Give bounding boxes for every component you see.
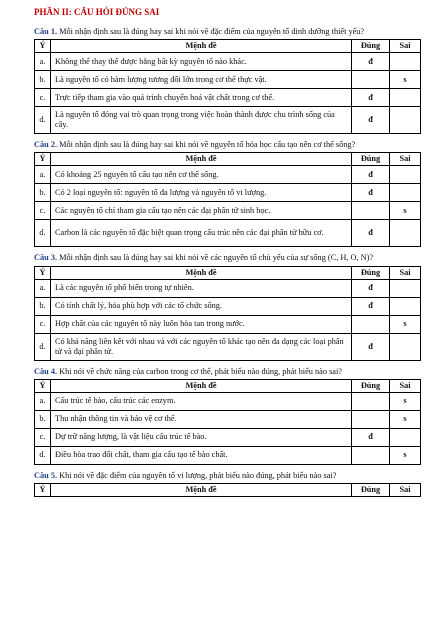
question-text [34,27,421,37]
row-letter: d. [35,333,51,360]
table-row [35,279,421,297]
header-true: Đúng [352,266,390,279]
answer-table [34,152,421,247]
header-statement: Mệnh đề [51,483,352,496]
question-text [34,253,421,263]
table-row [35,333,421,360]
header-y: Ý [35,483,51,496]
answer-true-cell [352,410,390,428]
question-number: Câu 5. [34,470,58,480]
answer-true-cell: đ [352,297,390,315]
row-letter: d. [35,446,51,464]
header-true: Đúng [352,40,390,53]
answer-true-cell [352,71,390,89]
row-letter: b. [35,410,51,428]
row-letter: a. [35,392,51,410]
answer-table [34,39,421,134]
table-header-row [35,483,421,496]
answer-false-cell [390,279,421,297]
answer-false-cell [390,220,421,247]
header-statement: Mệnh đề [51,379,352,392]
answer-true-cell [352,392,390,410]
answer-false-cell: s [390,71,421,89]
answer-true-cell: đ [352,184,390,202]
header-y: Ý [35,153,51,166]
header-y: Ý [35,266,51,279]
question-prompt: Mỗi nhận định sau là đúng hay sai khi nói về nguyên tố hóa học cấu tạo nên cơ thể sống? [59,140,356,150]
answer-false-cell: s [390,446,421,464]
question-4 [34,367,421,465]
header-true: Đúng [352,483,390,496]
header-statement: Mệnh đề [51,40,352,53]
row-statement: Là các nguyên tố phổ biến trong tự nhiên. [51,279,352,297]
question-5 [34,471,421,497]
row-letter: c. [35,315,51,333]
answer-table [34,483,421,497]
header-false: Sai [390,40,421,53]
table-row [35,297,421,315]
table-row [35,315,421,333]
table-row [35,89,421,107]
table-row [35,184,421,202]
answer-table [34,266,421,361]
row-letter: c. [35,202,51,220]
header-true: Đúng [352,153,390,166]
row-statement: Có 2 loại nguyên tố: nguyên tố đa lượng và nguyên tố vi lượng. [51,184,352,202]
question-text [34,471,421,481]
question-number: Câu 2. [34,140,58,150]
table-row [35,71,421,89]
row-letter: b. [35,184,51,202]
row-letter: b. [35,71,51,89]
question-3 [34,253,421,360]
question-1 [34,27,421,134]
header-statement: Mệnh đề [51,266,352,279]
header-false: Sai [390,483,421,496]
question-prompt: Khi nói về chức năng của carbon trong cơ thể, phát biểu nào đúng, phát biểu nào sai? [59,366,342,376]
answer-true-cell [352,446,390,464]
question-prompt: Mỗi nhận định sau là đúng hay sai khi nói về đặc điểm của nguyên tố dinh dưỡng thiết yếu? [59,26,365,36]
header-true: Đúng [352,379,390,392]
row-statement: Là nguyên tố có hàm lượng tương đối lớn trong cơ thể thực vật. [51,71,352,89]
table-row [35,107,421,134]
table-row [35,202,421,220]
row-statement: Trực tiếp tham gia vào quá trình chuyển hoá vật chất trong cơ thể. [51,89,352,107]
row-statement: Có khả năng liên kết với nhau và với các nguyên tố khác tạo nên đa dạng các loại phân tử và đại phân tử. [51,333,352,360]
row-statement: Các nguyên tố chỉ tham gia cấu tạo nên các đại phân tử sinh học. [51,202,352,220]
answer-true-cell [352,315,390,333]
question-number: Câu 1. [34,26,58,36]
answer-false-cell: s [390,202,421,220]
row-letter: d. [35,107,51,134]
row-letter: c. [35,89,51,107]
table-row [35,392,421,410]
header-y: Ý [35,379,51,392]
answer-false-cell [390,184,421,202]
row-letter: c. [35,428,51,446]
question-prompt: Khi nói về đặc điểm của nguyên tố vi lượng, phát biểu nào đúng, phát biểu nào sai? [59,470,337,480]
header-y: Ý [35,40,51,53]
question-number: Câu 3. [34,253,58,263]
question-number: Câu 4. [34,366,58,376]
answer-false-cell [390,53,421,71]
row-statement: Là nguyên tố đóng vai trò quan trọng trong việc hoàn thành được chu trình sống của cây. [51,107,352,134]
answer-false-cell: s [390,315,421,333]
answer-true-cell: đ [352,333,390,360]
header-statement: Mệnh đề [51,153,352,166]
table-row [35,53,421,71]
table-row [35,410,421,428]
table-row [35,446,421,464]
question-text [34,367,421,377]
answer-true-cell [352,202,390,220]
answer-false-cell [390,107,421,134]
answer-false-cell [390,428,421,446]
table-row [35,428,421,446]
answer-true-cell: đ [352,107,390,134]
header-false: Sai [390,266,421,279]
answer-false-cell: s [390,392,421,410]
row-letter: a. [35,166,51,184]
row-letter: d. [35,220,51,247]
row-statement: Thu nhận thông tin và bảo vệ cơ thể. [51,410,352,428]
table-header-row [35,153,421,166]
row-statement: Dự trữ năng lượng, là vật liệu cấu trúc tế bào. [51,428,352,446]
question-prompt: Mỗi nhận định sau là đúng hay sai khi nói về các nguyên tố chủ yếu của sự sống (C, H, O, N)? [59,253,374,263]
header-false: Sai [390,153,421,166]
row-letter: a. [35,279,51,297]
answer-false-cell [390,333,421,360]
table-row [35,166,421,184]
row-letter: b. [35,297,51,315]
answer-table [34,379,421,465]
table-row [35,220,421,247]
answer-true-cell: đ [352,220,390,247]
question-list [34,27,421,497]
answer-false-cell [390,89,421,107]
row-statement: Có khoảng 25 nguyên tố cấu tạo nên cơ thể sống. [51,166,352,184]
row-statement: Điều hòa trao đổi chất, tham gia cấu tạo tế bào chất. [51,446,352,464]
answer-false-cell: s [390,410,421,428]
answer-false-cell [390,166,421,184]
table-header-row [35,40,421,53]
row-statement: Không thể thay thế được bằng bất kỳ nguyên tố nào khác. [51,53,352,71]
row-letter: a. [35,53,51,71]
part-title: PHẦN II: CÂU HỎI ĐÚNG SAI [34,7,160,17]
answer-false-cell [390,297,421,315]
header-false: Sai [390,379,421,392]
answer-true-cell: đ [352,166,390,184]
table-header-row [35,379,421,392]
answer-true-cell: đ [352,428,390,446]
answer-true-cell: đ [352,53,390,71]
question-2 [34,140,421,247]
row-statement: Có tính chất lý, hóa phù hợp với các tổ chức sống. [51,297,352,315]
answer-true-cell: đ [352,279,390,297]
table-header-row [35,266,421,279]
row-statement: Carbon là các nguyên tố đặc biệt quan trọng cấu trúc nên các đại phân tử hữu cơ. [51,220,352,247]
row-statement: Cấu trúc tế bào, cấu trúc các enzym. [51,392,352,410]
answer-true-cell: đ [352,89,390,107]
row-statement: Hợp chất của các nguyên tố này luôn hòa tan trong nước. [51,315,352,333]
question-text [34,140,421,150]
